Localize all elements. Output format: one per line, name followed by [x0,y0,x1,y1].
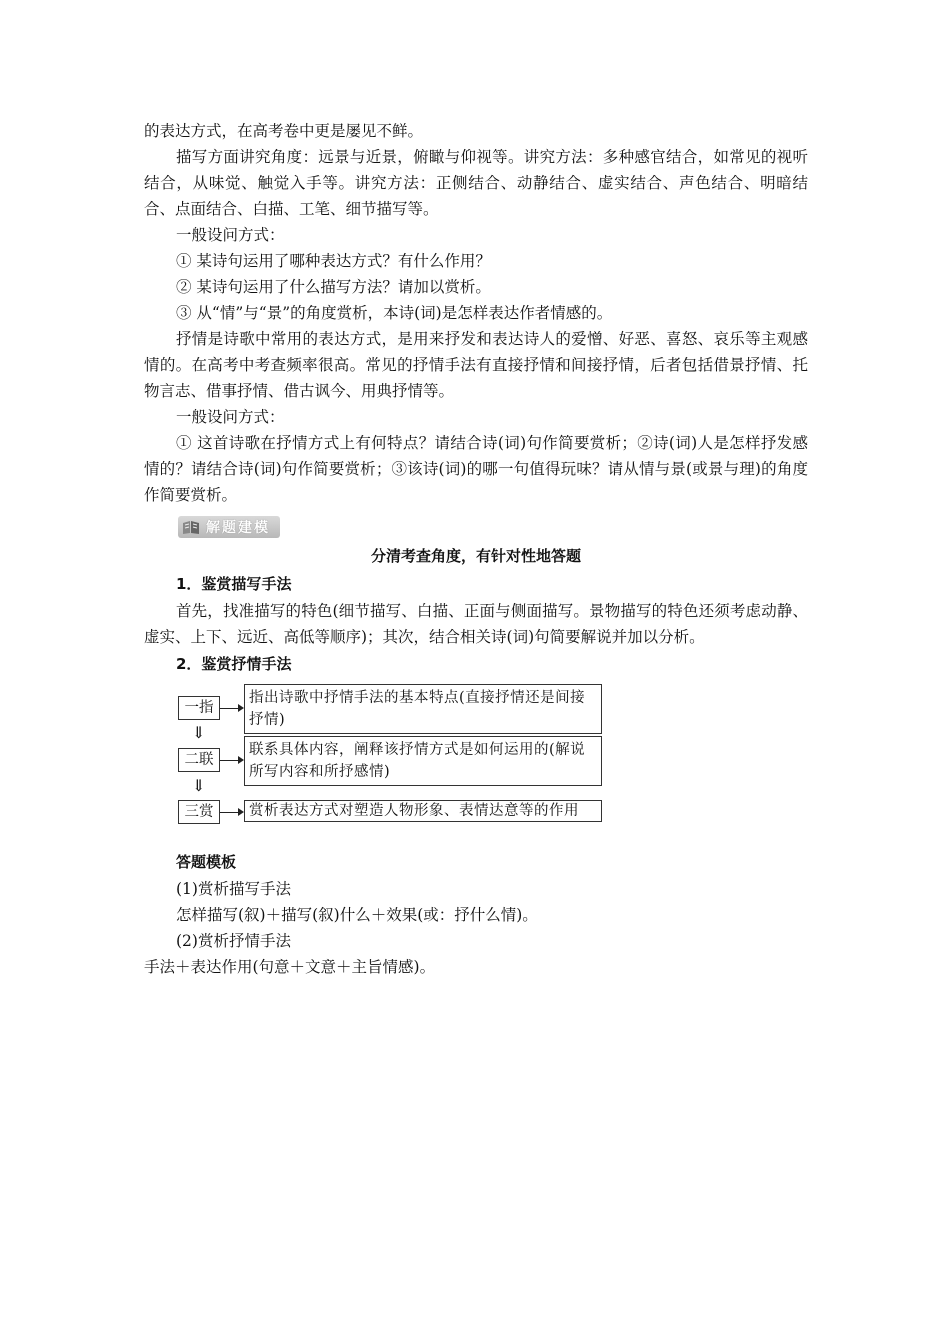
section-subtitle: 分清考查角度，有针对性地答题 [370,547,581,565]
paragraph: 首先，找准描写的特色(细节描写、白描、正面与侧面描写。景物描写的特色还须考虑动静、虚实、上下、远近、高低等顺序)；其次，结合相关诗(词)句简要解说并加以分析。 [144,602,808,646]
paragraph: 抒情是诗歌中常用的表达方式，是用来抒发和表达诗人的爱憎、好恶、喜怒、哀乐等主观感情的。在高考中考查频率很高。常见的抒情手法有直接抒情和间接抒情，后者包括借景抒情、托物言志、借事抒情、借古讽今、用典抒情等。 [144,330,808,400]
paragraph: ① 这首诗歌在抒情方式上有何特点？请结合诗(词)句作简要赏析；②诗(词)人是怎样抒发感情的？请结合诗(词)句作简要赏析；③该诗(词)的哪一句值得玩味？请从情与景(或景与理)的角度作简要赏析。 [144,434,808,504]
template-line: 手法＋表达作用(句意＋文意＋主旨情感)。 [144,958,436,976]
heading: 2．鉴赏抒情手法 [176,655,292,673]
section-badge [178,516,280,538]
flow-step-text: 赏析表达方式对塑造人物形象、表情达意等的作用 [244,800,602,822]
flow-step-text: 联系具体内容，阐释该抒情方式是如何运用的(解说所写内容和所抒感情) [244,736,602,786]
paragraph: 一般设问方式： [176,408,285,426]
template-line: 怎样描写(叙)＋描写(叙)什么＋效果(或：抒什么情)。 [176,906,538,924]
flow-step-label: 一指 [178,696,220,720]
template-line: (2)赏析抒情手法 [176,932,291,950]
flow-diagram [178,684,608,834]
flow-step-label: 二联 [178,748,220,772]
right-arrow-icon [220,812,242,813]
paragraph: 的表达方式，在高考卷中更是屡见不鲜。 [144,122,424,140]
paragraph: 一般设问方式： [176,226,285,244]
question-item: ② 某诗句运用了什么描写方法？请加以赏析。 [176,278,491,296]
right-arrow-icon [220,760,242,761]
down-arrow-icon: ⇓ [192,776,206,795]
question-item: ③ 从“情”与“景”的角度赏析，本诗(词)是怎样表达作者情感的。 [176,304,613,322]
flow-step-label: 三赏 [178,800,220,824]
heading: 1．鉴赏描写手法 [176,575,292,593]
template-line: (1)赏析描写手法 [176,880,291,898]
document-page [144,118,808,980]
right-arrow-icon [220,708,242,709]
template-title: 答题模板 [176,853,237,871]
book-icon [182,519,200,535]
down-arrow-icon: ⇓ [192,723,206,742]
flow-step-text: 指出诗歌中抒情手法的基本特点(直接抒情还是间接抒情) [244,684,602,734]
question-item: ① 某诗句运用了哪种表达方式？有什么作用？ [176,252,491,270]
badge-label: 解题建模 [206,520,270,536]
paragraph: 描写方面讲究角度：远景与近景，俯瞰与仰视等。讲究方法：多种感官结合，如常见的视听结合，从味觉、触觉入手等。讲究方法：正侧结合、动静结合、虚实结合、声色结合、明暗结合、点面结合、白描、工笔、细节描写等。 [144,148,808,218]
